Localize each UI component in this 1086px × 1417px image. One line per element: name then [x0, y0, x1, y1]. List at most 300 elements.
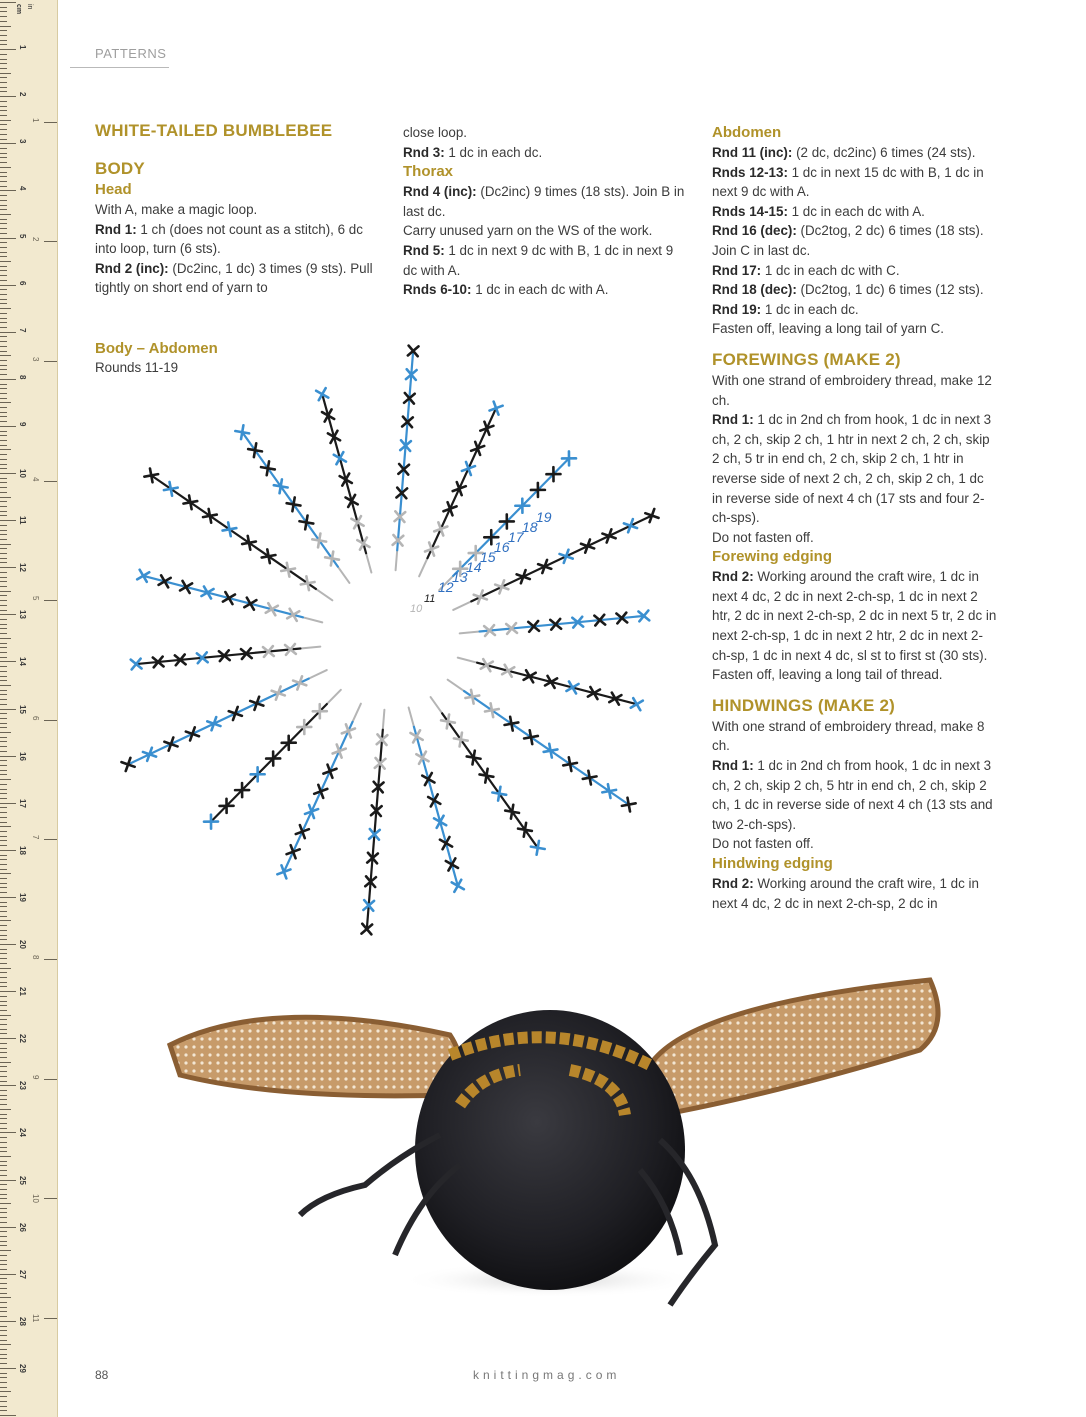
ruler-tick: [0, 63, 7, 64]
stitch-mark: [531, 841, 545, 855]
column-2: [403, 123, 688, 300]
ruler-tick: [0, 416, 7, 417]
ruler-tick: [0, 73, 11, 74]
ruler-tick: [0, 1114, 7, 1115]
ruler-tick: [0, 1062, 11, 1063]
ruler-tick: [0, 520, 16, 521]
round-label: 16: [494, 539, 510, 555]
ruler-tick: [0, 840, 7, 841]
ruler-tick: [0, 124, 7, 125]
ruler-tick: [0, 384, 7, 385]
ruler-tick: [0, 661, 16, 662]
stitch-mark: [314, 785, 327, 798]
ruler-tick: [0, 666, 7, 667]
stitch-mark: [322, 409, 334, 421]
spoke-inner: [353, 704, 361, 722]
ruler-tick: [0, 369, 7, 370]
ruler-tick: [0, 1085, 16, 1086]
stitch-mark: [471, 442, 484, 455]
spoke-line: [464, 691, 629, 805]
ruler-tick: [0, 219, 7, 220]
stitch-mark: [538, 560, 551, 573]
stitch-mark: [495, 580, 508, 593]
ruler-cm-number: 13: [18, 610, 27, 620]
ruler-tick: [0, 1071, 7, 1072]
ruler-tick: [0, 1264, 7, 1265]
stitch-mark: [293, 676, 306, 689]
spoke-line: [128, 679, 309, 765]
stitch-mark: [490, 402, 503, 415]
ruler-tick: [0, 167, 11, 168]
ruler-tick: [0, 1099, 7, 1100]
ruler-tick: [0, 11, 7, 12]
ruler-cm-number: 17: [18, 798, 27, 808]
ruler-tick: [0, 944, 16, 945]
instruction-row: Rnd 17: 1 dc in each dc with C.: [712, 262, 900, 278]
ruler-tick: [0, 1260, 7, 1261]
crocheted-bumblebee-image: [150, 955, 950, 1365]
spoke-inner: [303, 617, 322, 622]
ruler-tick: [0, 157, 7, 158]
ruler-tick: [0, 1076, 7, 1077]
instruction-row: Rnd 5: 1 dc in next 9 dc with B, 1 dc in next 9 dc with A.: [403, 242, 674, 278]
ruler-tick: [0, 1024, 7, 1025]
ruler-tick: [0, 59, 7, 60]
stitch-mark: [467, 751, 481, 765]
ruler-tick: [0, 308, 11, 309]
stitch-mark: [581, 540, 594, 553]
stitch-mark: [277, 865, 290, 878]
spoke-inner: [419, 558, 427, 576]
ruler-tick: [0, 770, 7, 771]
ruler-tick: [0, 836, 7, 837]
ruler-in-number: 1: [31, 117, 40, 123]
ruler-tick: [0, 676, 7, 677]
ruler-tick: [0, 1283, 7, 1284]
ruler-tick: [0, 110, 7, 111]
ruler-tick: [0, 379, 16, 380]
ruler-tick: [0, 548, 7, 549]
ruler-tick: [0, 318, 7, 319]
ruler-tick: [0, 883, 7, 884]
ruler-tick: [0, 902, 7, 903]
ruler-tick: [0, 591, 11, 592]
ruler-cm-number: 27: [18, 1269, 27, 1279]
instruction-text: Do not fasten off.: [712, 836, 814, 852]
ruler-tick: [0, 817, 7, 818]
ruler-tick: [0, 49, 16, 50]
ruler-tick: [0, 238, 16, 239]
ruler-tick: [0, 1180, 16, 1181]
ruler-tick: [0, 209, 7, 210]
site-url: knittingmag.com: [473, 1368, 621, 1382]
ruler-tick: [0, 492, 7, 493]
ruler-tick: [0, 487, 7, 488]
ruler-tick: [0, 115, 7, 116]
ruler-tick: [0, 958, 7, 959]
spoke-inner: [460, 632, 480, 634]
ruler-tick: [0, 737, 7, 738]
ruler-tick: [0, 407, 7, 408]
stitch-mark: [287, 845, 300, 858]
ruler-tick: [0, 826, 11, 827]
ruler-tick: [0, 600, 7, 601]
ruler-tick: [0, 1128, 7, 1129]
stitch-mark: [262, 549, 276, 563]
ruler-tick: [0, 949, 7, 950]
ruler-tick: [0, 299, 7, 300]
ruler-tick: [0, 421, 7, 422]
ruler-tick: [0, 633, 7, 634]
stitch-mark: [164, 737, 177, 750]
ruler-tick: [0, 1194, 7, 1195]
ruler-in-tick: [44, 1318, 57, 1319]
ruler-tick: [0, 793, 7, 794]
ruler-tick: [0, 855, 7, 856]
ruler-tick: [0, 628, 7, 629]
ruler-tick: [0, 822, 7, 823]
ruler-in-number: 3: [31, 356, 40, 362]
stitch-mark: [480, 422, 493, 435]
ruler-tick: [0, 577, 7, 578]
ruler-tick: [0, 289, 7, 290]
ruler-tick: [0, 398, 7, 399]
ruler-tick: [0, 402, 11, 403]
stitch-mark: [323, 765, 336, 778]
column-3: [712, 123, 997, 913]
ruler-tick: [0, 1161, 7, 1162]
ruler-tick: [0, 1010, 7, 1011]
ruler-in-number: 7: [31, 835, 40, 840]
ruler-tick: [0, 1005, 7, 1006]
instruction-row: Rnds 12-13: 1 dc in next 15 dc with B, 1 dc in next 9 dc with A.: [712, 164, 984, 200]
ruler-tick: [0, 812, 7, 813]
ruler-tick: [0, 511, 7, 512]
round-label: 18: [522, 519, 538, 535]
ruler-tick: [0, 26, 11, 27]
ruler-tick: [0, 143, 16, 144]
ruler-tick: [0, 1015, 11, 1016]
section-label: PATTERNS: [95, 46, 167, 61]
pattern-title: WHITE-TAILED BUMBLEBEE: [95, 121, 333, 140]
stitch-mark: [474, 590, 487, 603]
spoke-inner: [309, 670, 327, 679]
instruction-text: With A, make a magic loop.: [95, 202, 258, 217]
ruler-tick: [0, 586, 7, 587]
ruler-tick: [0, 831, 7, 832]
instruction-row: Rnd 1: 1 ch (does not count as a stitch), 6 dc into loop, turn (6 sts).: [95, 221, 363, 257]
ruler-tick: [0, 1109, 11, 1110]
column-1: [95, 120, 385, 298]
ruler-cm-number: 23: [18, 1081, 27, 1091]
ruler-tick: [0, 1142, 7, 1143]
ruler-tick: [0, 1147, 7, 1148]
ruler-tick: [0, 1382, 7, 1383]
ruler-tick: [0, 1245, 7, 1246]
ruler-tick: [0, 558, 7, 559]
ruler-tick: [0, 1302, 7, 1303]
ruler-tick: [0, 1137, 7, 1138]
ruler-in-tick: [44, 241, 57, 242]
ruler-tick: [0, 1222, 7, 1223]
ruler-tick: [0, 482, 7, 483]
instruction-text: With one strand of embroidery thread, make 12 ch.: [712, 372, 992, 408]
round-label: 19: [536, 509, 552, 525]
ruler-tick: [0, 1241, 7, 1242]
ruler-tick: [0, 982, 7, 983]
stitch-mark: [422, 773, 434, 785]
stitch-mark: [261, 461, 275, 475]
ruler-cm-label: cm: [15, 4, 22, 15]
ruler-cm-number: 22: [18, 1034, 27, 1044]
ruler-tick: [0, 1387, 7, 1388]
ruler-tick: [0, 911, 7, 912]
stitch-mark: [229, 707, 242, 720]
stitch-mark: [443, 502, 456, 515]
ruler-tick: [0, 1358, 7, 1359]
ruler-tick: [0, 1368, 16, 1369]
ruler-tick: [0, 120, 11, 121]
ruler-tick: [0, 803, 16, 804]
ruler-tick: [0, 1297, 11, 1298]
ruler-tick: [0, 647, 7, 648]
instruction-text: Carry unused yarn on the WS of the work.: [403, 223, 653, 239]
ruler-cm-number: 9: [18, 421, 27, 427]
ruler-tick: [0, 756, 16, 757]
ruler-tick: [0, 195, 7, 196]
ruler-tick: [0, 1340, 7, 1341]
hindwings-heading: HINDWINGS (MAKE 2): [712, 695, 896, 715]
ruler-tick: [0, 101, 7, 102]
ruler-tick: [0, 7, 7, 8]
ruler-tick: [0, 869, 7, 870]
instruction-text: Do not fasten off.: [712, 529, 814, 545]
stitch-mark: [446, 858, 458, 870]
stitch-mark: [164, 482, 178, 496]
ruler-tick: [0, 1311, 7, 1312]
ruler-cm-number: 3: [18, 139, 27, 144]
ruler-cm-number: 24: [18, 1128, 27, 1138]
ruler-tick: [0, 553, 7, 554]
ruler-tick: [0, 671, 7, 672]
ruler-tick: [0, 685, 11, 686]
stitch-mark: [312, 534, 326, 548]
ruler-tick: [0, 1231, 7, 1232]
ruler-tick: [0, 972, 7, 973]
head-heading: Head: [95, 181, 132, 198]
ruler-tick: [0, 501, 7, 502]
ruler-tick: [0, 751, 7, 752]
ruler-tick: [0, 897, 16, 898]
stitch-mark: [454, 733, 468, 747]
ruler-tick: [0, 431, 7, 432]
spoke-inner: [383, 710, 385, 730]
hindwing-edging-heading: Hindwing edging: [712, 855, 833, 872]
ruler-tick: [0, 181, 7, 182]
ruler-tick: [0, 1184, 7, 1185]
ruler-tick: [0, 1401, 7, 1402]
ruler-tick: [0, 1344, 11, 1345]
ruler-tick: [0, 859, 7, 860]
stitch-mark: [602, 784, 616, 798]
ruler-tick: [0, 1118, 7, 1119]
stitch-mark: [203, 509, 217, 523]
ruler-tick: [0, 704, 7, 705]
ruler-tick: [0, 1274, 16, 1275]
ruler-tick: [0, 332, 16, 333]
ruler-tick: [0, 77, 7, 78]
ruler-tick: [0, 1038, 16, 1039]
ruler-cm-number: 12: [18, 563, 27, 573]
ruler-tick: [0, 619, 7, 620]
ruler-tick: [0, 176, 7, 177]
ruler-tick: [0, 148, 7, 149]
stitch-mark: [624, 519, 637, 532]
ruler-tick: [0, 887, 7, 888]
ruler-tick: [0, 294, 7, 295]
page-number: 88: [95, 1368, 109, 1382]
ruler-tick: [0, 162, 7, 163]
abdomen-heading: Abdomen: [712, 124, 782, 141]
ruler-tick: [0, 727, 7, 728]
spoke-line: [414, 727, 458, 886]
instruction-row: Rnds 14-15: 1 dc in each dc with A.: [712, 203, 925, 219]
ruler-tick: [0, 1043, 7, 1044]
round-label: 14: [466, 559, 482, 575]
ruler-tick: [0, 746, 7, 747]
round-label: 12: [438, 579, 454, 595]
section-divider: [70, 67, 169, 68]
instruction-row: Rnd 11 (inc): (2 dc, dc2inc) 6 times (24 sts).: [712, 145, 976, 160]
ruler-tick: [0, 360, 7, 361]
spoke-line: [242, 432, 338, 566]
round-label: 17: [508, 529, 524, 545]
ruler-tick: [0, 709, 16, 710]
ruler-tick: [0, 544, 11, 545]
ruler-tick: [0, 445, 7, 446]
ruler-cm-number: 11: [18, 516, 27, 525]
ruler-in-number: 10: [31, 1194, 40, 1204]
ruler-tick: [0, 789, 7, 790]
ruler-tick: [0, 228, 7, 229]
ruler-tick: [0, 313, 7, 314]
stitch-mark: [544, 744, 558, 758]
ruler-tick: [0, 129, 7, 130]
stitch-mark: [505, 717, 519, 731]
ruler-tick: [0, 153, 7, 154]
ruler-tick: [0, 365, 7, 366]
ruler-tick: [0, 1321, 16, 1322]
ruler-tick: [0, 87, 7, 88]
spoke-line: [284, 722, 353, 872]
instruction-row: Rnd 16 (dec): (Dc2tog, 2 dc) 6 times (18 sts). Join C in last dc.: [712, 223, 984, 258]
stitch-mark: [281, 563, 295, 577]
round-label: 10: [410, 603, 423, 615]
ruler-tick: [0, 1354, 7, 1355]
ruler-cm-number: 8: [18, 374, 27, 380]
body-heading: BODY: [95, 159, 145, 178]
stitch-mark: [223, 522, 237, 536]
ruler-tick: [0, 1227, 16, 1228]
stitch-mark: [505, 805, 519, 819]
ruler-tick: [0, 68, 7, 69]
spoke-inner: [396, 550, 398, 570]
ruler-in-number: 5: [31, 596, 40, 601]
ruler-tick: [0, 845, 7, 846]
stitch-mark: [207, 717, 220, 730]
ruler-in-number: 6: [31, 715, 40, 721]
ruler-tick: [0, 1307, 7, 1308]
ruler-tick: [0, 614, 16, 615]
ruler-tick: [0, 322, 7, 323]
ruler-tick: [0, 643, 7, 644]
spoke-inner: [316, 589, 332, 600]
ruler-in-number: 4: [31, 476, 40, 481]
stitch-mark: [428, 794, 440, 806]
spoke-line: [477, 663, 637, 705]
ruler-tick: [0, 54, 7, 55]
ruler-cm-number: 18: [18, 845, 27, 855]
spoke-inner: [300, 647, 320, 649]
ruler-cm-number: 15: [18, 704, 27, 714]
ruler-tick: [0, 690, 7, 691]
instruction-row: Rnd 3: 1 dc in each dc.: [403, 144, 543, 160]
ruler-tick: [0, 506, 7, 507]
spoke-line: [143, 576, 303, 618]
round-label: 13: [452, 569, 468, 585]
stitch-mark: [645, 509, 658, 522]
spoke-inner: [448, 680, 464, 691]
ruler-tick: [0, 694, 7, 695]
thorax-heading: Thorax: [403, 163, 454, 181]
ruler-tick: [0, 581, 7, 582]
ruler-tick: [0, 1029, 7, 1030]
stitch-mark: [434, 522, 447, 535]
stitch-mark: [235, 425, 249, 439]
spoke-line: [442, 713, 538, 847]
stitch-mark: [434, 816, 446, 828]
spoke-line: [427, 408, 496, 558]
ruler-tick: [0, 1363, 7, 1364]
ruler-tick: [0, 765, 7, 766]
stitch-mark: [183, 495, 197, 509]
ruler-tick: [0, 878, 7, 879]
instruction-row: Rnds 6-10: 1 dc in each dc with A.: [403, 282, 609, 298]
ruler-cm-number: 7: [18, 327, 27, 333]
spoke-line: [471, 516, 652, 602]
ruler-cm-number: 28: [18, 1316, 27, 1326]
ruler-tick: [0, 1081, 7, 1082]
ruler-tick: [0, 1208, 7, 1209]
ruler-tick: [0, 1104, 7, 1105]
ruler-tick: [0, 1377, 7, 1378]
stitch-mark: [248, 443, 262, 457]
stitch-mark: [333, 745, 346, 758]
ruler-tick: [0, 266, 7, 267]
ruler-tick: [0, 285, 16, 286]
ruler-tick: [0, 1123, 7, 1124]
ruler-tick: [0, 996, 7, 997]
ruler-tick: [0, 478, 7, 479]
ruler-tick: [0, 497, 11, 498]
ruler-tick: [0, 134, 7, 135]
ruler-tick: [0, 1052, 7, 1053]
ruler-tick: [0, 280, 7, 281]
stitch-mark: [485, 703, 499, 717]
instruction-row: Rnd 19: 1 dc in each dc.: [712, 301, 859, 317]
stitch-mark: [328, 431, 340, 443]
spoke-line: [151, 475, 316, 589]
